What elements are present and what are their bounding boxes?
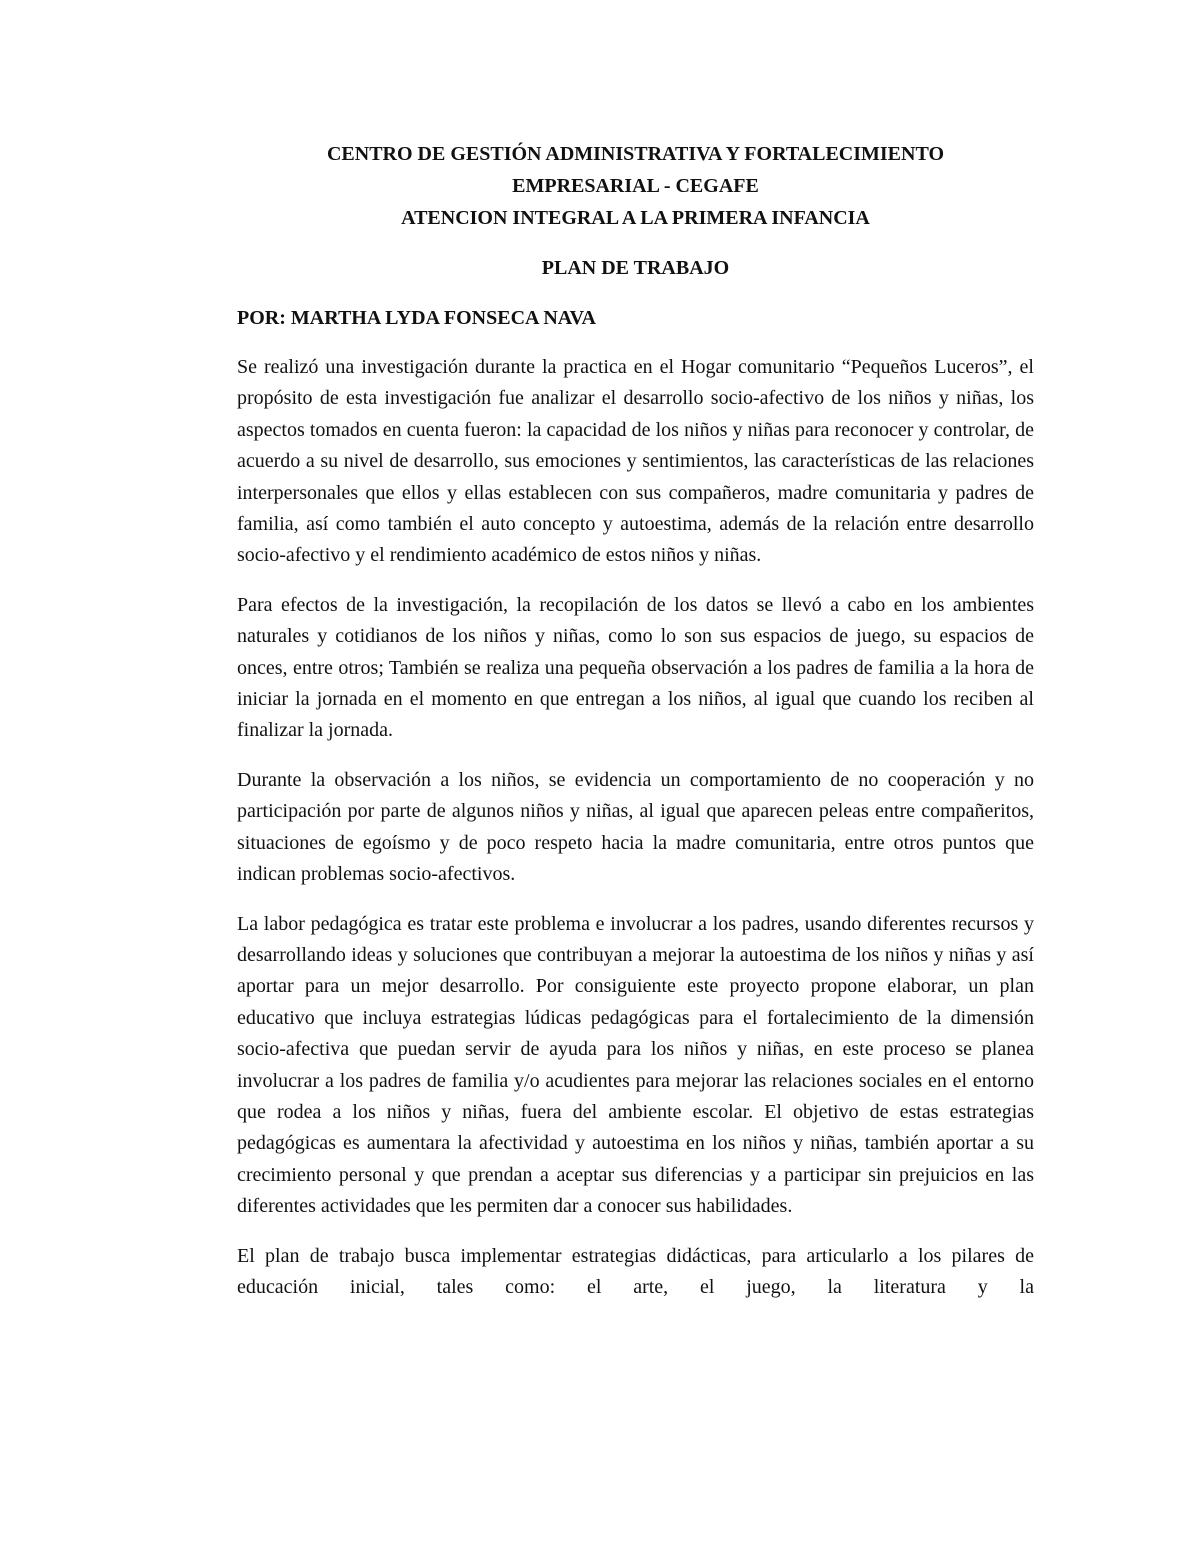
- paragraph-1: Se realizó una investigación durante la practica en el Hogar comunitario “Pequeños Luceros”, el propósito de esta investigación fue analizar el desarrollo socio-afectivo de los niños y niñas, los aspectos tomados en cuenta fueron: la capacidad de los niños y niñas para reconocer y controlar, de acuerdo a su nivel de desarrollo, sus emociones y sentimientos, las características de las relaciones interpersonales que ellos y ellas establecen con sus compañeros, madre comunitaria y padres de familia, así como también el auto concepto y autoestima, además de la relación entre desarrollo socio-afectivo y el rendimiento académico de estos niños y niñas.: [237, 356, 1034, 567]
- header-line-2: EMPRESARIAL - CEGAFE: [512, 175, 759, 197]
- paragraph-5: El plan de trabajo busca implementar estrategias didácticas, para articularlo a los pilares de educación inicial, tales como: el arte, el juego, la literatura y la: [237, 1244, 1034, 1298]
- document-author: POR: MARTHA LYDA FONSECA NAVA: [237, 307, 596, 329]
- document-body: [237, 138, 1034, 1303]
- header-line-1: CENTRO DE GESTIÓN ADMINISTRATIVA Y FORTALECIMIENTO: [326, 143, 944, 165]
- document-title: PLAN DE TRABAJO: [541, 257, 730, 279]
- paragraph-2: Para efectos de la investigación, la recopilación de los datos se llevó a cabo en los ambientes naturales y cotidianos de los niños y niñas, como lo son sus espacios de juego, su espacios de onces, entre otros; También se realiza una pequeña observación a los padres de familia a la hora de iniciar la jornada en el momento en que entregan a los niños, al igual que cuando los reciben al finalizar la jornada.: [237, 593, 1034, 742]
- paragraph-3: Durante la observación a los niños, se evidencia un comportamiento de no cooperación y no participación por parte de algunos niños y niñas, al igual que aparecen peleas entre compañeritos, situaciones de egoísmo y de poco respeto hacia la madre comunitaria, entre otros puntos que indican problemas socio-afectivos.: [237, 768, 1034, 886]
- paragraph-4: La labor pedagógica es tratar este problema e involucrar a los padres, usando diferentes recursos y desarrollando ideas y soluciones que contribuyan a mejorar la autoestima de los niños y niñas y así aportar para un mejor desarrollo. Por consiguiente este proyecto propone elaborar, un plan educativo que incluya estrategias lúdicas pedagógicas para el fortalecimiento de la dimensión socio-afectiva que puedan servir de ayuda para los niños y niñas, en este proceso se planea involucrar a los padres de familia y/o acudientes para mejorar las relaciones sociales en el entorno que rodea a los niños y niñas, fuera del ambiente escolar. El objetivo de estas estrategias pedagógicas es aumentara la afectividad y autoestima en los niños y niñas, también aportar a su crecimiento personal y que prendan a aceptar sus diferencias y a participar sin prejuicios en las diferentes actividades que les permiten dar a conocer sus habilidades.: [237, 912, 1034, 1218]
- header-line-3: ATENCION INTEGRAL A LA PRIMERA INFANCIA: [401, 207, 870, 229]
